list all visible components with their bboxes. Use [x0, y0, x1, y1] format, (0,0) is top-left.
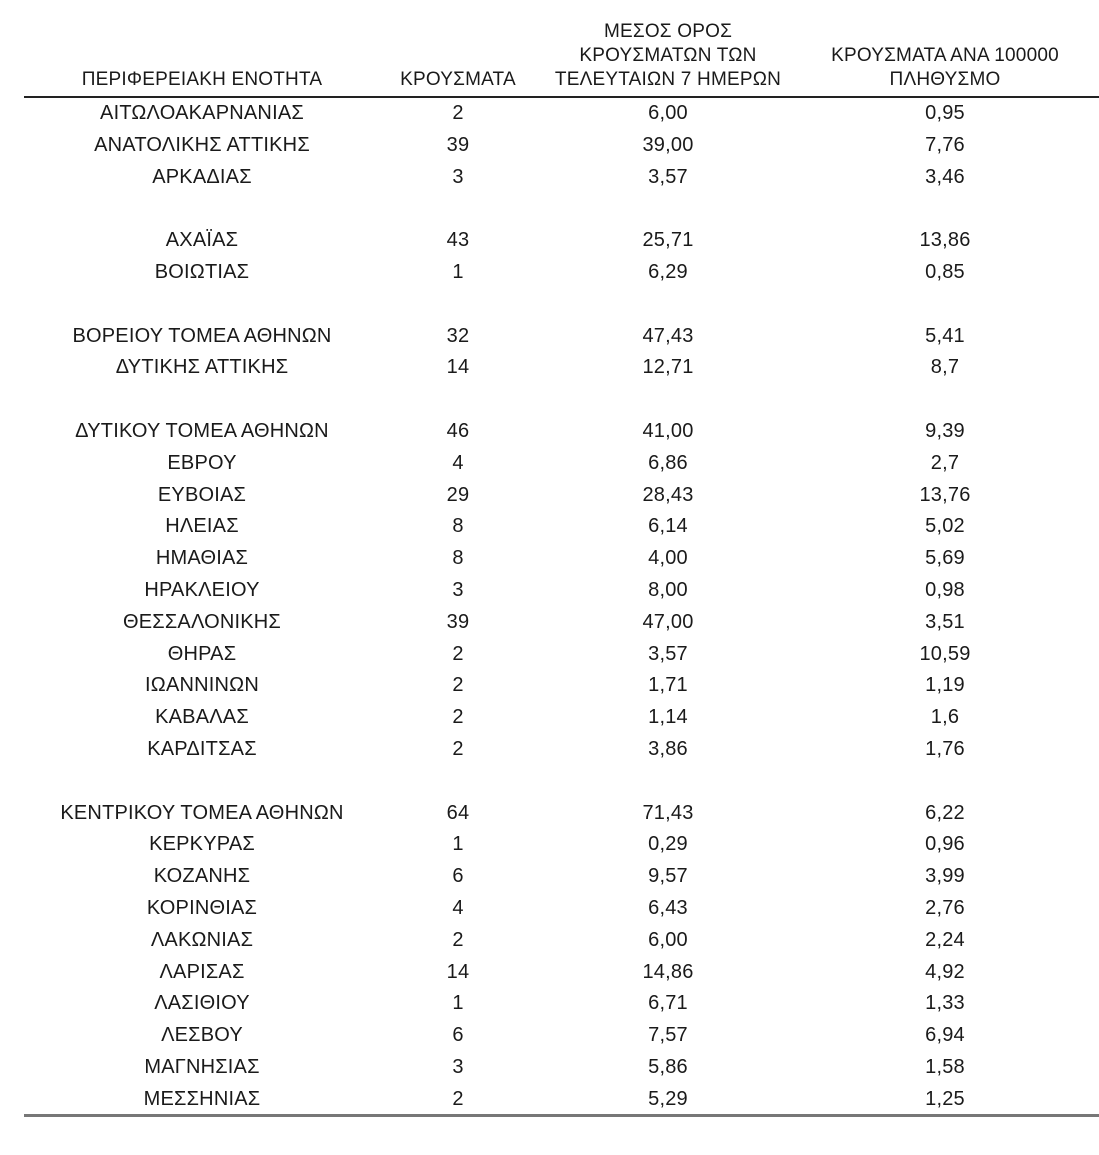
cell-cases: 39 [446, 133, 470, 156]
cell-per100k: 0,95 [925, 102, 965, 124]
cell-avg7: 3,86 [648, 737, 688, 760]
cell-avg7: 3,57 [648, 642, 688, 665]
cell-region: ΔΥΤΙΚΗΣ ΑΤΤΙΚΗΣ [115, 356, 289, 379]
cell-avg7: 47,43 [642, 324, 694, 347]
cell-cases: 6 [452, 1024, 464, 1047]
cell-avg7: 28,43 [642, 483, 694, 506]
cell-region: ΗΛΕΙΑΣ [165, 515, 239, 538]
cell-region: ΔΥΤΙΚΟΥ ΤΟΜΕΑ ΑΘΗΝΩΝ [75, 419, 329, 442]
cell-region: ΒΟΙΩΤΙΑΣ [154, 260, 250, 283]
cell-cases: 46 [446, 419, 470, 442]
cell-avg7: 5,29 [648, 1087, 688, 1110]
cell-avg7: 71,43 [642, 801, 694, 824]
cell-region: ΚΑΡΔΙΤΣΑΣ [147, 737, 257, 760]
cell-region: ΘΗΡΑΣ [167, 642, 237, 665]
cell-per100k: 2,76 [925, 896, 965, 919]
cell-region: ΑΡΚΑΔΙΑΣ [152, 165, 252, 188]
cell-per100k: 6,22 [925, 801, 965, 824]
cell-region: ΛΑΣΙΘΙΟΥ [154, 992, 250, 1015]
cell-avg7: 6,00 [648, 102, 688, 124]
header-cases: ΚΡΟΥΣΜΑΤΑ [400, 69, 516, 90]
cell-cases: 6 [452, 865, 464, 888]
cell-avg7: 8,00 [648, 578, 688, 601]
cell-cases: 2 [452, 737, 464, 760]
cell-region: ΙΩΑΝΝΙΝΩΝ [145, 674, 259, 697]
cell-per100k: 0,98 [925, 578, 965, 601]
table-row [24, 1052, 1099, 1084]
cell-region: ΑΧΑΪΑΣ [165, 229, 239, 252]
table-row [24, 511, 1099, 543]
cell-avg7: 14,86 [642, 960, 694, 983]
cell-cases: 2 [452, 928, 464, 951]
table-bottom-rule [24, 1114, 1099, 1117]
cell-per100k: 1,25 [925, 1087, 965, 1110]
cell-per100k: 13,76 [919, 483, 971, 506]
table-row [24, 257, 1099, 289]
cell-region: ΜΑΓΝΗΣΙΑΣ [144, 1055, 260, 1078]
table-row [24, 893, 1099, 925]
cell-region: ΗΡΑΚΛΕΙΟΥ [144, 578, 260, 601]
cell-per100k: 1,76 [925, 737, 965, 760]
table-row [24, 1020, 1099, 1052]
cell-avg7: 1,14 [648, 706, 688, 729]
table-row [24, 925, 1099, 957]
cell-cases: 2 [452, 1087, 464, 1110]
cell-region: ΑΙΤΩΛΟΑΚΑΡΝΑΝΙΑΣ [100, 102, 304, 124]
table-row [24, 98, 1099, 130]
cell-per100k: 6,94 [925, 1024, 965, 1047]
cell-region: ΚΟΖΑΝΗΣ [153, 865, 251, 888]
cell-avg7: 25,71 [642, 229, 694, 252]
cell-region: ΛΑΚΩΝΙΑΣ [150, 928, 254, 951]
header-avg7: ΜΕΣΟΣ ΟΡΟΣ ΚΡΟΥΣΜΑΤΩΝ ΤΩΝ ΤΕΛΕΥΤΑΙΩΝ 7 ΗΜΕΡΩΝ [554, 21, 782, 90]
cell-per100k: 2,24 [925, 928, 965, 951]
table-row [24, 798, 1099, 830]
table-row [24, 957, 1099, 989]
cell-avg7: 12,71 [642, 356, 694, 379]
table-header [24, 14, 1099, 98]
table-row [24, 480, 1099, 512]
table-row [24, 321, 1099, 353]
table-row [24, 416, 1099, 448]
cell-cases: 4 [452, 451, 464, 474]
cell-cases: 3 [452, 165, 464, 188]
table-row [24, 734, 1099, 766]
cell-per100k: 5,41 [925, 324, 965, 347]
cell-per100k: 0,96 [925, 833, 965, 856]
cell-region: ΒΟΡΕΙΟΥ ΤΟΜΕΑ ΑΘΗΝΩΝ [72, 324, 332, 347]
cell-per100k: 3,99 [925, 865, 965, 888]
table-row [24, 543, 1099, 575]
table-row [24, 861, 1099, 893]
cell-avg7: 47,00 [642, 610, 694, 633]
cell-avg7: 4,00 [648, 547, 688, 570]
cell-region: ΜΕΣΣΗΝΙΑΣ [143, 1087, 261, 1110]
cell-region: ΚΟΡΙΝΘΙΑΣ [146, 896, 258, 919]
cell-avg7: 41,00 [642, 419, 694, 442]
cell-avg7: 3,57 [648, 165, 688, 188]
cell-cases: 1 [452, 992, 464, 1015]
cell-region: ΑΝΑΤΟΛΙΚΗΣ ΑΤΤΙΚΗΣ [94, 133, 310, 156]
cell-region: ΕΥΒΟΙΑΣ [157, 483, 247, 506]
cell-cases: 2 [452, 642, 464, 665]
cell-avg7: 1,71 [648, 674, 688, 697]
table-row [24, 639, 1099, 671]
cell-avg7: 9,57 [648, 865, 688, 888]
header-region: ΠΕΡΙΦΕΡΕΙΑΚΗ ΕΝΟΤΗΤΑ [81, 69, 323, 90]
cell-cases: 29 [446, 483, 470, 506]
cell-cases: 3 [452, 1055, 464, 1078]
cell-cases: 1 [452, 833, 464, 856]
table-row [24, 448, 1099, 480]
cell-per100k: 7,76 [925, 133, 965, 156]
table-body [24, 98, 1099, 1116]
cell-cases: 8 [452, 547, 464, 570]
cell-region: ΘΕΣΣΑΛΟΝΙΚΗΣ [122, 610, 281, 633]
cell-region: ΚΑΒΑΛΑΣ [155, 706, 249, 729]
cell-avg7: 6,14 [648, 515, 688, 538]
cell-per100k: 1,19 [925, 674, 965, 697]
cell-region: ΚΕΡΚΥΡΑΣ [149, 833, 255, 856]
cell-cases: 2 [452, 706, 464, 729]
cell-per100k: 1,58 [925, 1055, 965, 1078]
table-row [24, 352, 1099, 384]
cell-cases: 3 [452, 578, 464, 601]
cell-cases: 32 [446, 324, 470, 347]
cell-avg7: 0,29 [648, 833, 688, 856]
cell-cases: 1 [452, 260, 464, 283]
cell-cases: 2 [452, 102, 464, 124]
table-row [24, 670, 1099, 702]
cell-per100k: 5,02 [925, 515, 965, 538]
cell-cases: 64 [446, 801, 470, 824]
table-row [24, 829, 1099, 861]
cases-table [24, 14, 1099, 1116]
cell-per100k: 3,51 [925, 610, 965, 633]
cell-per100k: 0,85 [925, 260, 965, 283]
cell-avg7: 5,86 [648, 1055, 688, 1078]
cell-cases: 8 [452, 515, 464, 538]
cell-region: ΚΕΝΤΡΙΚΟΥ ΤΟΜΕΑ ΑΘΗΝΩΝ [60, 801, 344, 824]
table-row [24, 607, 1099, 639]
cell-avg7: 7,57 [648, 1024, 688, 1047]
table-row [24, 988, 1099, 1020]
cell-avg7: 6,86 [648, 451, 688, 474]
cell-per100k: 4,92 [925, 960, 965, 983]
cell-per100k: 1,6 [930, 706, 960, 729]
cell-region: ΗΜΑΘΙΑΣ [155, 547, 249, 570]
cell-cases: 14 [446, 356, 470, 379]
cell-cases: 4 [452, 896, 464, 919]
cell-cases: 39 [446, 610, 470, 633]
table-row [24, 130, 1099, 162]
cell-per100k: 2,7 [930, 451, 960, 474]
cell-region: ΛΕΣΒΟΥ [161, 1024, 243, 1047]
header-per100k: ΚΡΟΥΣΜΑΤΑ ΑΝΑ 100000 ΠΛΗΘΥΣΜΟ [831, 45, 1059, 90]
cell-avg7: 6,00 [648, 928, 688, 951]
cell-avg7: 39,00 [642, 133, 694, 156]
cell-cases: 2 [452, 674, 464, 697]
cell-avg7: 6,43 [648, 896, 688, 919]
cell-region: ΛΑΡΙΣΑΣ [159, 960, 245, 983]
cell-region: ΕΒΡΟΥ [167, 451, 237, 474]
cell-avg7: 6,29 [648, 260, 688, 283]
table-row [24, 162, 1099, 194]
cell-per100k: 10,59 [919, 642, 971, 665]
cell-cases: 14 [446, 960, 470, 983]
cell-per100k: 9,39 [925, 419, 965, 442]
cell-per100k: 1,33 [925, 992, 965, 1015]
table-row [24, 702, 1099, 734]
cell-cases: 43 [446, 229, 470, 252]
cell-per100k: 3,46 [925, 165, 965, 188]
cell-per100k: 13,86 [919, 229, 971, 252]
cell-avg7: 6,71 [648, 992, 688, 1015]
table-row [24, 575, 1099, 607]
table-row [24, 225, 1099, 257]
table-row [24, 1084, 1099, 1116]
cell-per100k: 5,69 [925, 547, 965, 570]
cell-per100k: 8,7 [930, 356, 960, 379]
